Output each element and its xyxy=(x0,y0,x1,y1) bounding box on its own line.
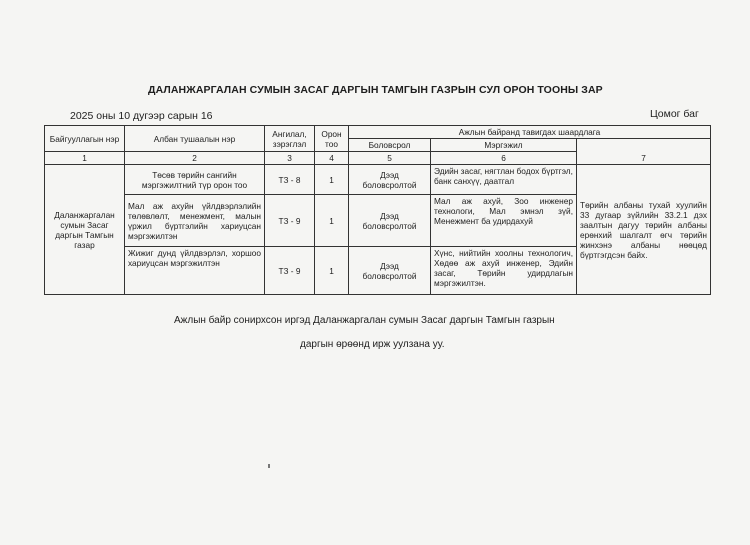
rank-cell: ТЗ - 8 xyxy=(265,165,315,195)
profession-cell: Хүнс, нийтийн хоолны технологич, Хөдөө аж ахуй инженер, Эдийн засаг, Төрийн удирдлагын мэргэжилтэн. xyxy=(431,247,577,295)
position-cell: Төсөв төрийн сангийн мэргэжилтний түр орон тоо xyxy=(125,165,265,195)
position-cell: Жижиг дунд үйлдвэрлэл, хоршоо хариуцсан мэргэжилтэн xyxy=(125,247,265,295)
header-education: Боловсрол xyxy=(349,139,431,152)
header-position: Албан тушаалын нэр xyxy=(125,126,265,152)
header-number-6: 6 xyxy=(431,152,577,165)
vacancy-table xyxy=(44,125,711,295)
document-tag: Цомог баг xyxy=(650,108,699,120)
header-number-4: 4 xyxy=(315,152,349,165)
header-org: Байгууллагын нэр xyxy=(45,126,125,152)
header-number-3: 3 xyxy=(265,152,315,165)
table-row xyxy=(45,165,711,195)
education-cell: Дээд боловсролтой xyxy=(349,195,431,247)
footer-line-1: Ажлын байр сонирхсон иргэд Даланжаргалан сумын Засаг даргын Тамгын газрын xyxy=(174,315,555,326)
document-title: ДАЛАНЖАРГАЛАН СУМЫН ЗАСАГ ДАРГЫН ТАМГЫН ГАЗРЫН СУЛ ОРОН ТООНЫ ЗАР xyxy=(148,84,603,96)
position-cell: Мал аж ахуйн үйлдвэрлэлийн төлөвлөлт, менежмент, малын үржил бүртгэлийн хариуцсан мэргэжилтэн xyxy=(125,195,265,247)
education-cell: Дээд боловсролтой xyxy=(349,165,431,195)
rank-cell: ТЗ - 9 xyxy=(265,195,315,247)
scan-speck xyxy=(268,464,270,468)
rank-cell: ТЗ - 9 xyxy=(265,247,315,295)
count-cell: 1 xyxy=(315,195,349,247)
count-cell: 1 xyxy=(315,247,349,295)
org-name-cell: Даланжаргалан сумын Засаг даргын Тамгын газар xyxy=(45,165,125,295)
header-number-1: 1 xyxy=(45,152,125,165)
profession-cell: Мал аж ахуй, Зоо инженер технологи, Мал эмнэл зүй, Менежмент ба удирдахуй xyxy=(431,195,577,247)
document-date: 2025 оны 10 дугээр сарын 16 xyxy=(70,110,213,122)
header-number-5: 5 xyxy=(349,152,431,165)
count-cell: 1 xyxy=(315,165,349,195)
header-rank: Ангилал, зэрэглэл xyxy=(265,126,315,152)
header-number-2: 2 xyxy=(125,152,265,165)
header-number-7: 7 xyxy=(577,139,711,165)
education-cell: Дээд боловсролтой xyxy=(349,247,431,295)
header-count: Орон тоо xyxy=(315,126,349,152)
other-requirement-cell: Төрийн албаны тухай хуулийн 33 дугаар зүйлийн 33.2.1 дэх заалтын дагуу төрийн албаны ерөнхий шалгалт өгч төрийн жинхэнэ албаны нөөцөд бүртгэгдсэн байх. xyxy=(577,165,711,295)
header-requirements: Ажлын байранд тавигдах шаардлага xyxy=(349,126,711,139)
header-profession: Мэргэжил xyxy=(431,139,577,152)
footer-line-2: даргын өрөөнд ирж уулзана уу. xyxy=(300,339,445,350)
profession-cell: Эдийн засаг, нягтлан бодох бүртгэл, банк санхүү, даатгал xyxy=(431,165,577,195)
